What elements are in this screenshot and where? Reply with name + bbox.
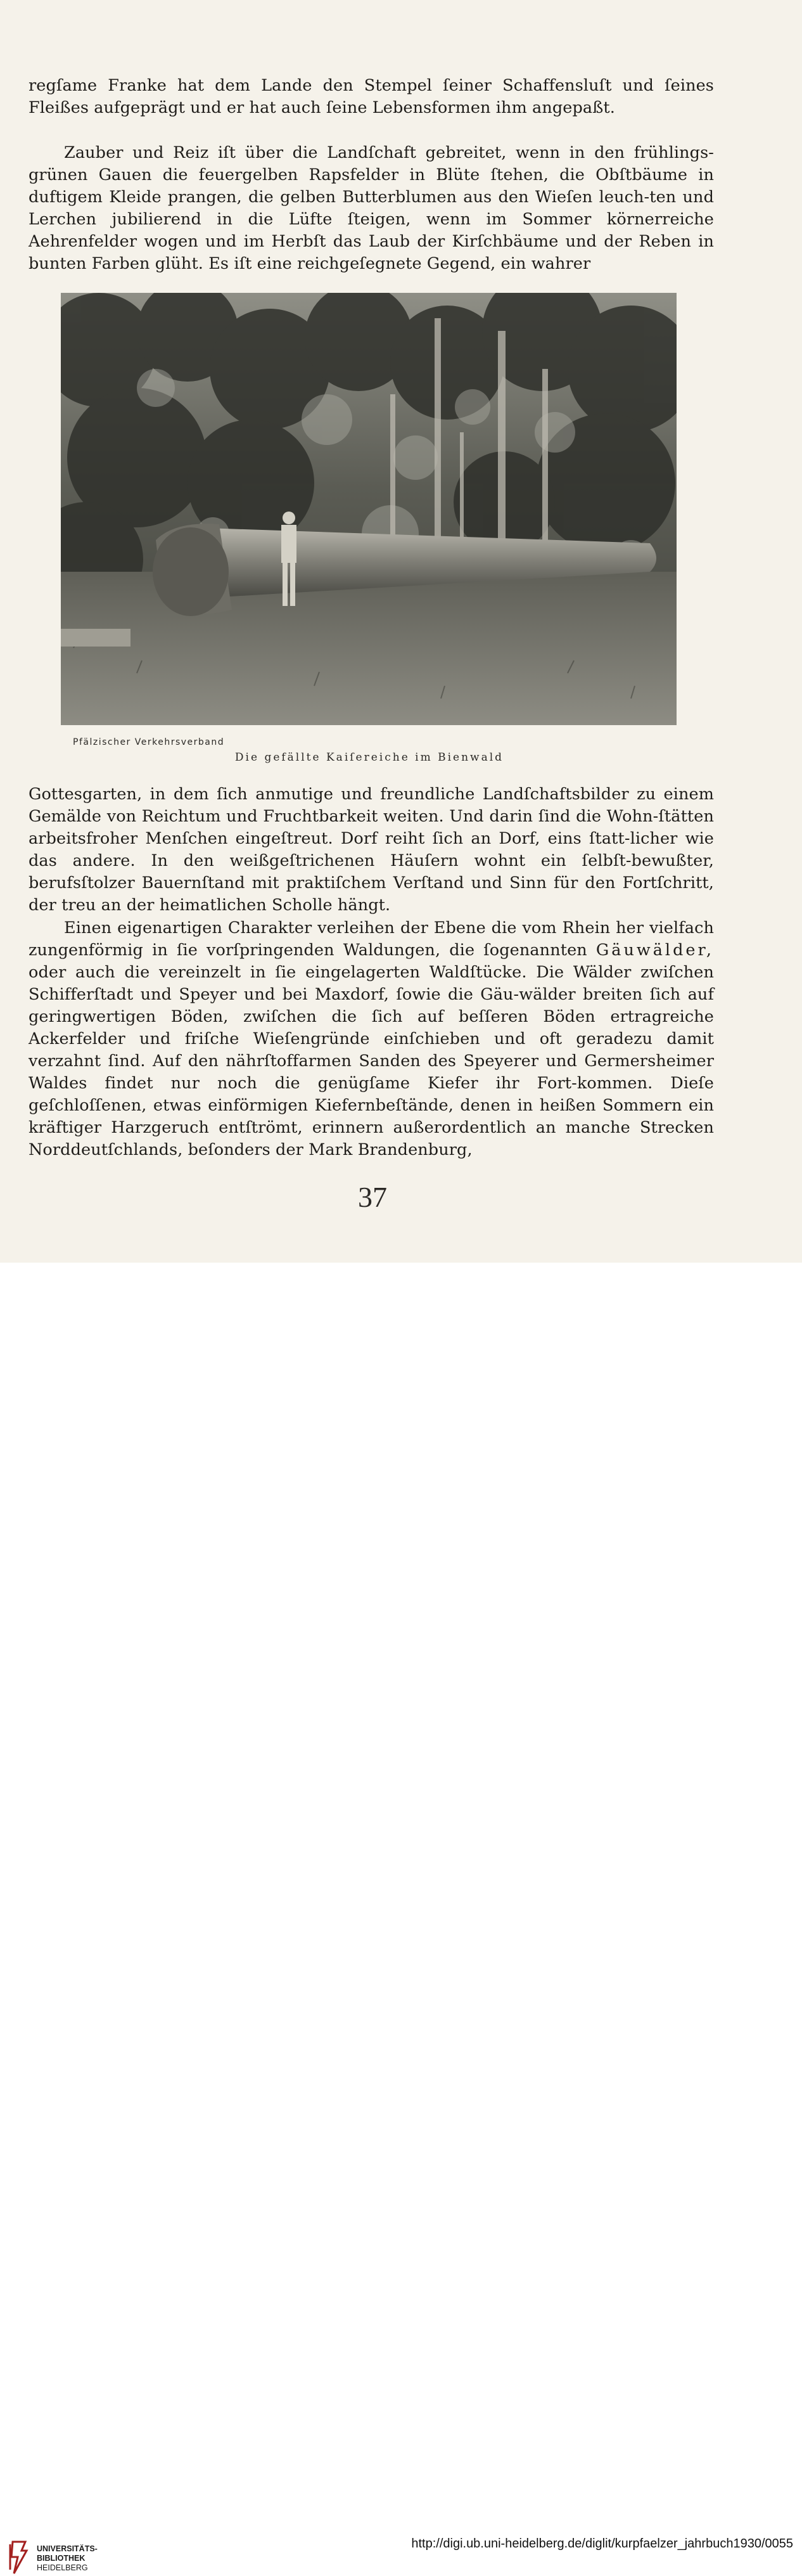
library-logo-icon[interactable] [8, 2538, 30, 2576]
paragraph-4-rest: oder auch die vereinzelt in ſie eingelagerten Waldſtücke. Die Wälder zwiſchen Schifferſtadt und Speyer und bei Maxdorf, ſowie die Gäu-wälder breiten ſich auf geringwertigen Böden, zwiſchen die ſich auf beſſeren Böden ertragreiche Ackerfelder und friſche Wieſengründe einſchieben und oft geradezu damit verzahnt ſind. Auf den nährſtoffarmen Sanden des Speyerer und Germersheimer Waldes findet nur noch die genügſame Kiefer ihr Fort-kommen. Dieſe geſchloſſenen, etwas einförmigen Kiefernbeſtände, denen in heißen Sommern ein kräftiger Harzgeruch entſtrömt, erinnern außerordentlich an manche Strecken Norddeutſchlands, beſonders der Mark Brandenburg, [29, 963, 714, 1159]
emphasized-term: Gäuwälder, [595, 941, 714, 960]
paragraph-3: Gottesgarten, in dem ſich anmutige und freundliche Landſchaftsbilder zu einem Gemälde von Reichtum und Fruchtbarkeit weiten. Und darin ſind die Wohn-ſtätten arbeitsfroher Menſchen eingeſtreut. Dorf reiht ſich an Dorf, eins ſtatt-licher wie das andere. In den weißgeſtrichenen Häuſern wohnt ein ſelbſt-bewußter, berufsſtolzer Bauernſtand mit praktiſchem Verſtand und Sinn für den Fortſchritt, der treu an der heimatlichen Scholle hängt. [29, 785, 714, 915]
source-url-link[interactable]: http://digi.ub.uni-heidelberg.de/diglit/kurpfaelzer_jahrbuch1930/0055 [411, 2537, 793, 2551]
photo-illustration [61, 293, 677, 725]
library-name [37, 2544, 98, 2573]
page-number: 37 [358, 1181, 387, 1213]
library-line-3: HEIDELBERG [37, 2563, 88, 2572]
paragraph-1: regſame Franke hat dem Lande den Stempel ſeiner Schaffensluſt und ſeines Fleißes aufgeprägt und er hat auch ſeine Lebensformen ihm angepaßt. [29, 76, 714, 117]
paragraph-4 [29, 917, 714, 1161]
paragraph-4-start: Einen eigenartigen Charakter verleihen der Ebene die vom Rhein her vielfach zungenförmig in ſie vorſpringenden Waldungen, die ſogenannten [29, 918, 714, 960]
photo-credit: Pfälzischer Verkehrsverband [73, 737, 225, 747]
photo-caption: Die gefällte Kaiſereiche im Bienwald [234, 751, 504, 764]
scanned-page [0, 0, 802, 1263]
library-line-2: BIBLIOTHEK [37, 2554, 86, 2563]
paragraph-2: Zauber und Reiz iſt über die Landſchaft gebreitet, wenn in den frühlings-grünen Gauen die feuergelben Rapsfelder in Blüte ſtehen, die Obſtbäume in duftigem Kleide prangen, die gelben Butterblumen aus den Wieſen leuch-ten und Lerchen jubilierend in die Lüfte ſteigen, wenn im Sommer körnerreiche Aehrenfelder wogen und im Herbſt das Laub der Kirſchbäume und der Reben in bunten Farben glüht. Es iſt eine reichgeſegnete Gegend, ein wahrer [29, 143, 714, 273]
photo-felled-oak [61, 293, 677, 725]
footer-bar [0, 1263, 802, 2572]
library-line-1: UNIVERSITÄTS- [37, 2544, 98, 2553]
